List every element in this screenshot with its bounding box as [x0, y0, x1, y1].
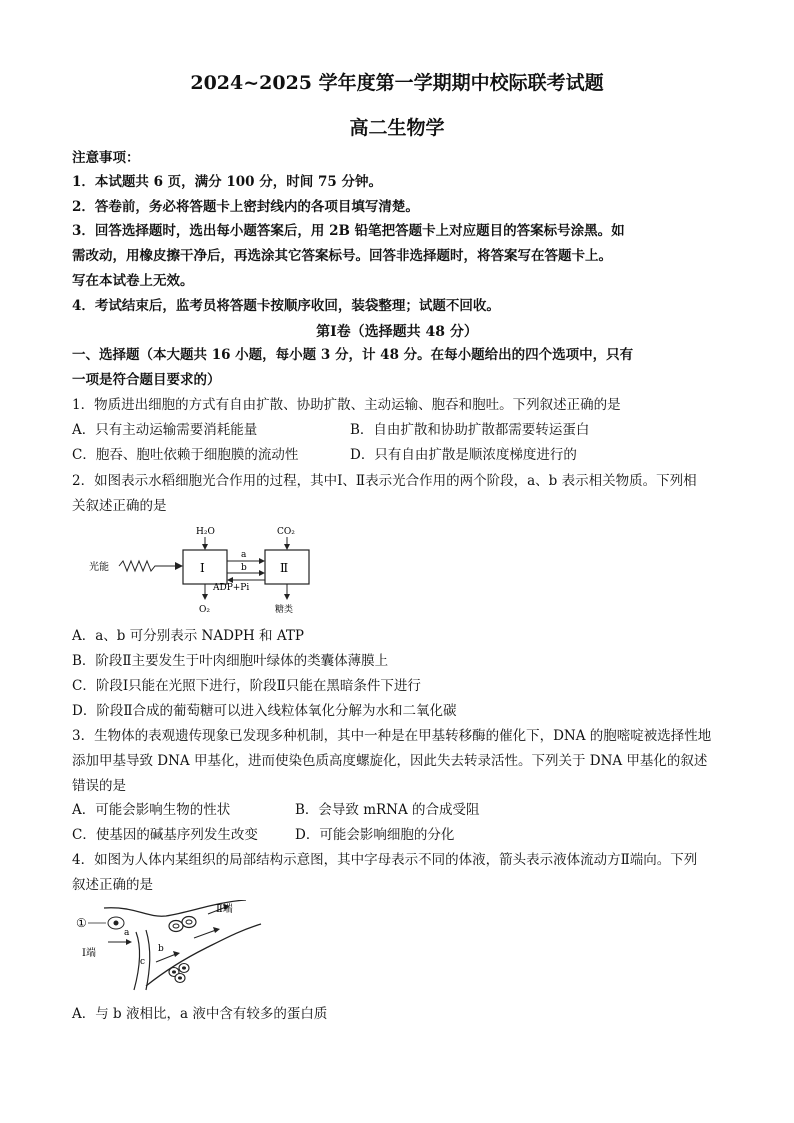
sugar-label: 糖类: [275, 605, 294, 615]
q4-option-a: A．与 b 液相比，a 液中含有较多的蛋白质: [72, 1006, 328, 1022]
q2-stem-line2: 关叙述正确的是: [72, 498, 167, 514]
notes-heading: 注意事项：: [72, 150, 140, 166]
label-c: c: [140, 957, 146, 967]
label-b: b: [158, 944, 164, 954]
note-item-4: 4．考试结束后，监考员将答题卡按顺序收回，装袋整理；试题不回收。: [72, 298, 500, 314]
light-arrowhead: [175, 562, 183, 570]
o2-label: O₂: [199, 605, 210, 615]
light-wave: [119, 561, 175, 571]
exam-title: 2024~2025 学年度第一学期期中校际联考试题: [190, 72, 604, 94]
q3-stem-line2: 添加甲基导致 DNA 甲基化，进而使染色质高度螺旋化，因此失去转录活性。下列关于 DNA 甲基化的叙述: [72, 753, 708, 769]
note-item-3-line3: 写在本试卷上无效。: [72, 273, 194, 289]
q2-option-c: C．阶段Ⅰ只能在光照下进行，阶段Ⅱ只能在黑暗条件下进行: [72, 678, 421, 694]
q3-option-c: C．使基因的碱基序列发生改变: [72, 827, 258, 843]
photosynthesis-diagram: [85, 524, 325, 616]
stage-1-box: [183, 550, 227, 584]
note-item-3-line2: 需改动，用橡皮擦干净后，再选涂其它答案标号。回答非选择题时，将答案写在答题卡上。: [72, 248, 612, 264]
q1-option-d: D．只有自由扩散是顺浓度梯度进行的: [350, 447, 577, 463]
end-2-label: Ⅱ端: [216, 904, 233, 915]
q4-stem-line2: 叙述正确的是: [72, 877, 153, 893]
subject-title: 高二生物学: [349, 117, 445, 139]
q4-stem-line1: 4．如图为人体内某组织的局部结构示意图，其中字母表示不同的体液，箭头表示液体流动方Ⅱ端向。下列: [72, 852, 698, 868]
q3-option-b: B．会导致 mRNA 的合成受阻: [295, 802, 480, 818]
q2-option-d: D．阶段Ⅱ合成的葡萄糖可以进入线粒体氧化分解为水和二氧化碳: [72, 703, 457, 719]
q2-stem-line1: 2．如图表示水稻细胞光合作用的过程，其中Ⅰ、Ⅱ表示光合作用的两个阶段，a、b 表示相关物质。下列相: [72, 473, 697, 489]
label-a: a: [241, 550, 247, 560]
section-heading-line2: 一项是符合题目要求的）: [72, 372, 221, 388]
capillary-wall-lower: [146, 924, 261, 986]
label-b: b: [241, 563, 247, 573]
light-energy-label: 光能: [89, 562, 109, 573]
h2o-label: H₂O: [196, 527, 215, 537]
marker-1: ①: [76, 916, 87, 930]
q2-option-a: A．a、b 可分别表示 NADPH 和 ATP: [72, 628, 304, 644]
co2-label: CO₂: [277, 527, 295, 537]
q3-option-a: A．可能会影响生物的性状: [72, 802, 231, 818]
lymph-vessel-left: [134, 932, 140, 990]
note-item-1: 1．本试题共 6 页，满分 100 分，时间 75 分钟。: [72, 174, 382, 190]
q2-option-b: B．阶段Ⅱ主要发生于叶肉细胞叶绿体的类囊体薄膜上: [72, 653, 389, 669]
q3-stem-line1: 3．生物体的表观遗传现象已发现多种机制，其中一种是在甲基转移酶的催化下，DNA 的胞嘧啶被选择性地: [72, 728, 712, 744]
q3-stem-line3: 错误的是: [72, 778, 126, 794]
stage-2-label: Ⅱ: [280, 561, 289, 575]
note-item-2: 2．答卷前，务必将答题卡上密封线内的各项目填写清楚。: [72, 199, 419, 215]
note-item-3-line1: 3．回答选择题时，选出每小题答案后，用 2B 铅笔把答题卡上对应题目的答案标号涂黑。如: [72, 223, 625, 239]
tissue-structure-diagram: [76, 900, 266, 992]
q3-option-d: D．可能会影响细胞的分化: [295, 827, 455, 843]
stage-1-label: Ⅰ: [200, 561, 205, 575]
section-heading-line1: 一、选择题（本大题共 16 小题，每小题 3 分，计 48 分。在每小题给出的四个选项中，只有: [72, 347, 634, 363]
end-1-label: Ⅰ端: [82, 948, 96, 959]
q1-option-c: C．胞吞、胞吐依赖于细胞膜的流动性: [72, 447, 299, 463]
label-a: a: [124, 928, 130, 938]
q1-stem: 1．物质进出细胞的方式有自由扩散、协助扩散、主动运输、胞吞和胞吐。下列叙述正确的是: [72, 397, 621, 413]
adp-pi-label: ADP+Pi: [213, 583, 250, 593]
q1-option-b: B．自由扩散和协助扩散都需要转运蛋白: [350, 422, 590, 438]
section-title: 第Ⅰ卷（选择题共 48 分）: [316, 324, 478, 340]
lymph-vessel-right: [146, 930, 150, 990]
q1-option-a: A．只有主动运输需要消耗能量: [72, 422, 258, 438]
